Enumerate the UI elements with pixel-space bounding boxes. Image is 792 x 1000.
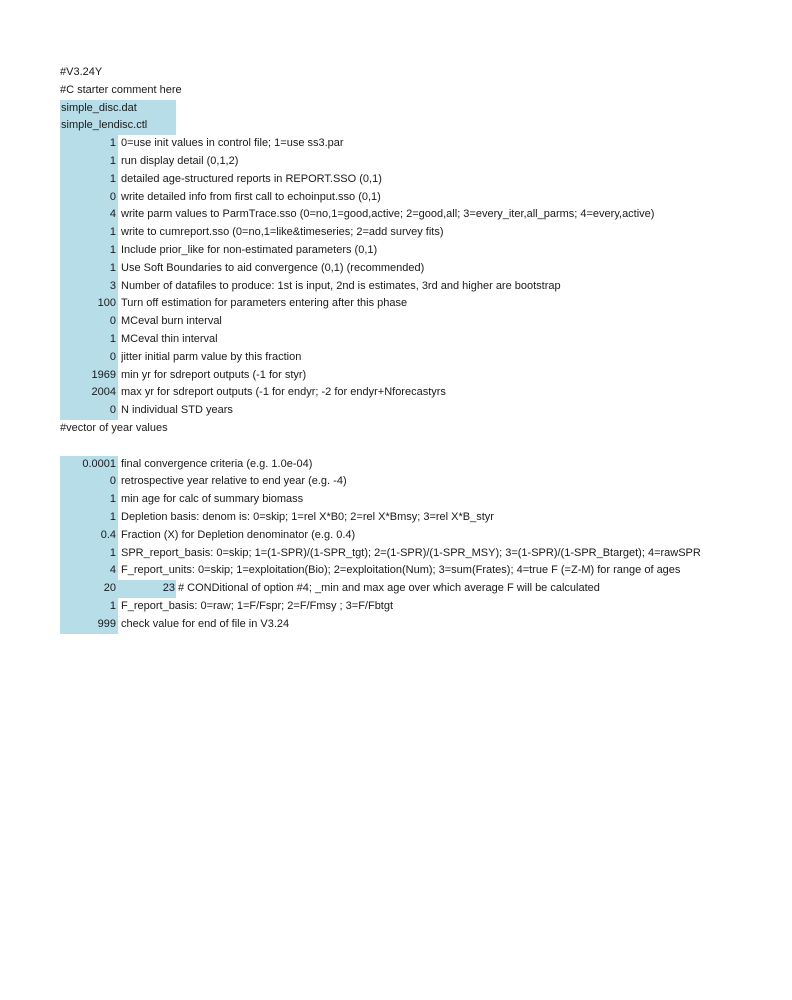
data-file-cell[interactable]: simple_disc.dat xyxy=(60,100,176,118)
value-cell[interactable]: 0.0001 xyxy=(60,456,118,474)
setting-row[interactable] xyxy=(60,527,750,545)
value-cell[interactable]: 1 xyxy=(60,171,118,189)
setting-row[interactable] xyxy=(60,367,750,385)
setting-row[interactable] xyxy=(60,189,750,207)
value-cell[interactable]: 0.4 xyxy=(60,527,118,545)
description-cell[interactable]: min age for calc of summary biomass xyxy=(121,493,304,506)
setting-row[interactable] xyxy=(60,206,750,224)
settings-rows-b xyxy=(60,456,750,581)
max-age-cell[interactable]: 23 xyxy=(118,580,176,598)
description-cell[interactable]: jitter initial parm value by this fraction xyxy=(121,350,302,363)
value-cell[interactable]: 1 xyxy=(60,598,118,616)
description-cell[interactable]: min yr for sdreport outputs (-1 for styr) xyxy=(121,368,307,381)
value-cell[interactable]: 999 xyxy=(60,616,118,634)
description-cell[interactable]: retrospective year relative to end year (e.g. -4) xyxy=(121,475,347,488)
setting-row[interactable] xyxy=(60,295,750,313)
description-cell[interactable]: check value for end of file in V3.24 xyxy=(121,617,290,630)
spreadsheet xyxy=(60,64,750,634)
value-cell[interactable]: 1 xyxy=(60,242,118,260)
setting-row[interactable] xyxy=(60,242,750,260)
description-cell[interactable]: Use Soft Boundaries to aid convergence (0,1) (recommended) xyxy=(121,261,425,274)
value-cell[interactable]: 1 xyxy=(60,135,118,153)
value-cell[interactable]: 1 xyxy=(60,331,118,349)
value-cell[interactable]: 1 xyxy=(60,260,118,278)
description-cell[interactable]: 0=use init values in control file; 1=use ss3.par xyxy=(121,137,344,150)
settings-rows-c xyxy=(60,598,750,634)
value-cell[interactable]: 1 xyxy=(60,224,118,242)
value-cell[interactable]: 0 xyxy=(60,313,118,331)
description-cell[interactable]: Depletion basis: denom is: 0=skip; 1=rel X*B0; 2=rel X*Bmsy; 3=rel X*B_styr xyxy=(121,510,494,523)
setting-row[interactable] xyxy=(60,349,750,367)
min-age-cell[interactable]: 20 xyxy=(60,580,118,598)
value-cell[interactable]: 1 xyxy=(60,153,118,171)
description-cell[interactable]: write to cumreport.sso (0=no,1=like&timeseries; 2=add survey fits) xyxy=(121,226,444,239)
setting-row[interactable] xyxy=(60,135,750,153)
version-cell[interactable]: #V3.24Y xyxy=(60,66,103,78)
value-cell[interactable]: 0 xyxy=(60,349,118,367)
value-cell[interactable]: 100 xyxy=(60,295,118,313)
value-cell[interactable]: 1 xyxy=(60,509,118,527)
age-range-row[interactable] xyxy=(60,580,750,598)
setting-row[interactable] xyxy=(60,278,750,296)
age-range-description[interactable]: # CONDitional of option #4; _min and max age over which average F will be calculated xyxy=(178,582,600,595)
value-cell[interactable]: 0 xyxy=(60,402,118,420)
description-cell[interactable]: SPR_report_basis: 0=skip; 1=(1-SPR)/(1-SPR_tgt); 2=(1-SPR)/(1-SPR_MSY); 3=(1-SPR)/(1-SPR_Btarget); 4=rawSPR xyxy=(121,546,701,559)
setting-row[interactable] xyxy=(60,456,750,474)
description-cell[interactable]: Fraction (X) for Depletion denominator (e.g. 0.4) xyxy=(121,528,356,541)
description-cell[interactable]: Include prior_like for non-estimated parameters (0,1) xyxy=(121,243,378,256)
vector-label-cell[interactable]: #vector of year values xyxy=(60,421,168,434)
version-row[interactable] xyxy=(60,64,750,82)
control-file-cell[interactable]: simple_lendisc.ctl xyxy=(60,117,176,135)
setting-row[interactable] xyxy=(60,562,750,580)
description-cell[interactable]: detailed age-structured reports in REPORT.SSO (0,1) xyxy=(121,172,382,185)
description-cell[interactable]: run display detail (0,1,2) xyxy=(121,154,239,167)
description-cell[interactable]: max yr for sdreport outputs (-1 for endyr; -2 for endyr+Nforecastyrs xyxy=(121,386,446,399)
setting-row[interactable] xyxy=(60,171,750,189)
setting-row[interactable] xyxy=(60,545,750,563)
value-cell[interactable]: 4 xyxy=(60,206,118,224)
value-cell[interactable]: 0 xyxy=(60,189,118,207)
comment-cell[interactable]: #C starter comment here xyxy=(60,83,182,96)
description-cell[interactable]: MCeval burn interval xyxy=(121,315,222,328)
description-cell[interactable]: write detailed info from first call to echoinput.sso (0,1) xyxy=(121,190,381,203)
setting-row[interactable] xyxy=(60,598,750,616)
value-cell[interactable]: 1 xyxy=(60,545,118,563)
description-cell[interactable]: MCeval thin interval xyxy=(121,332,218,345)
value-cell[interactable]: 0 xyxy=(60,473,118,491)
setting-row[interactable] xyxy=(60,260,750,278)
description-cell[interactable]: N individual STD years xyxy=(121,404,233,417)
setting-row[interactable] xyxy=(60,491,750,509)
setting-row[interactable] xyxy=(60,384,750,402)
setting-row[interactable] xyxy=(60,473,750,491)
value-cell[interactable]: 1969 xyxy=(60,367,118,385)
value-cell[interactable]: 1 xyxy=(60,491,118,509)
comment-row[interactable] xyxy=(60,82,750,100)
setting-row[interactable] xyxy=(60,313,750,331)
description-cell[interactable]: final convergence criteria (e.g. 1.0e-04) xyxy=(121,457,313,470)
control-file-row[interactable] xyxy=(60,117,750,135)
setting-row[interactable] xyxy=(60,509,750,527)
description-cell[interactable]: write parm values to ParmTrace.sso (0=no,1=good,active; 2=good,all; 3=every_iter,all_parms; 4=every,active) xyxy=(121,208,655,221)
setting-row[interactable] xyxy=(60,616,750,634)
vector-label-row[interactable] xyxy=(60,420,750,438)
setting-row[interactable] xyxy=(60,224,750,242)
setting-row[interactable] xyxy=(60,153,750,171)
value-cell[interactable]: 2004 xyxy=(60,384,118,402)
setting-row[interactable] xyxy=(60,402,750,420)
description-cell[interactable]: F_report_units: 0=skip; 1=exploitation(Bio); 2=exploitation(Num); 3=sum(Frates); 4=true F (=Z-M) for range of ages xyxy=(121,564,681,577)
settings-rows-a xyxy=(60,135,750,420)
description-cell[interactable]: Number of datafiles to produce: 1st is input, 2nd is estimates, 3rd and higher are bootstrap xyxy=(121,279,561,292)
description-cell[interactable]: Turn off estimation for parameters entering after this phase xyxy=(121,297,408,310)
empty-row[interactable] xyxy=(60,438,750,456)
description-cell[interactable]: F_report_basis: 0=raw; 1=F/Fspr; 2=F/Fmsy ; 3=F/Fbtgt xyxy=(121,599,394,612)
setting-row[interactable] xyxy=(60,331,750,349)
value-cell[interactable]: 4 xyxy=(60,562,118,580)
data-file-row[interactable] xyxy=(60,100,750,118)
value-cell[interactable]: 3 xyxy=(60,278,118,296)
